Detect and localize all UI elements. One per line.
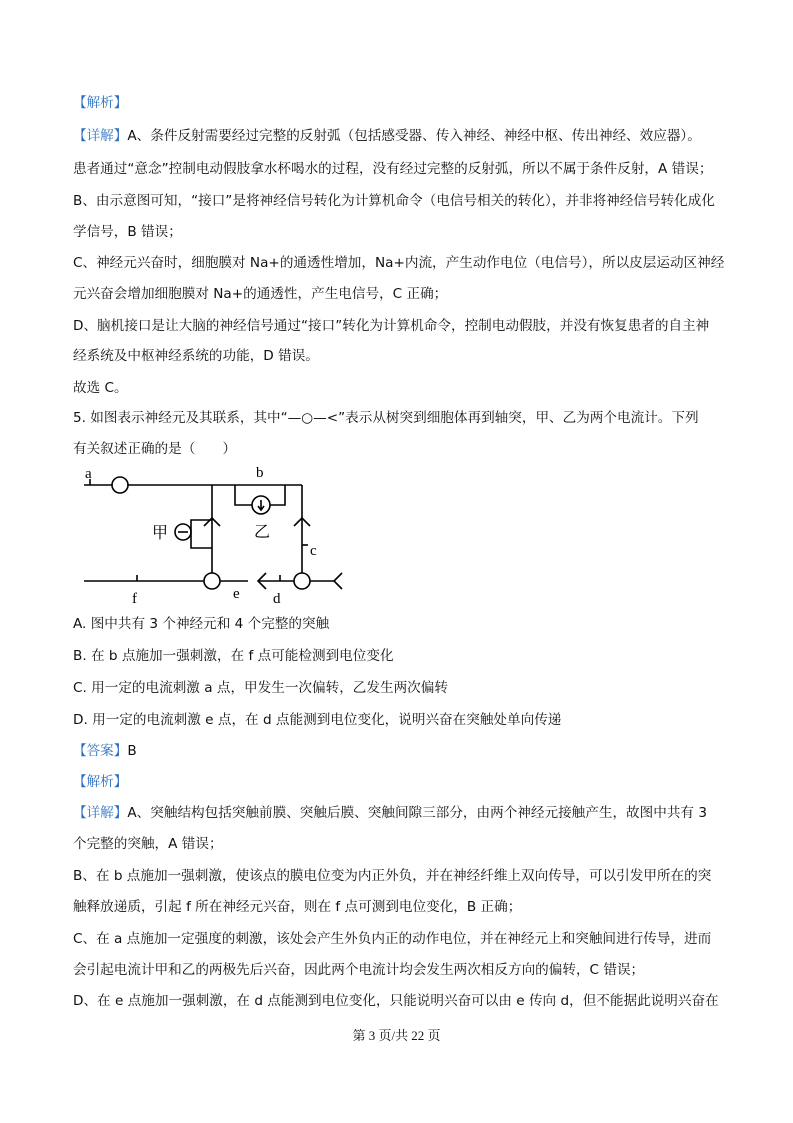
label-d: d	[273, 591, 281, 607]
explanation-line-4: 触释放递质，引起 f 所在神经元兴奋，则在 f 点可测到电位变化，B 正确；	[73, 899, 522, 915]
question-5-stem-1: 5. 如图表示神经元及其联系，其中“—○—<”表示从树突到细胞体再到轴突，甲、乙为两个电流计。下列	[73, 410, 699, 426]
label-yi: 乙	[254, 524, 271, 541]
explanation-line-2: 个完整的突触，A 错误；	[73, 836, 223, 852]
label-jia: 甲	[152, 525, 169, 542]
prev-detail-line-6: 元兴奋会增加细胞膜对 Na+的通透性，产生电信号，C 正确；	[73, 286, 448, 302]
detail-tag: 【详解】	[73, 128, 128, 144]
prev-detail-line-4: 学信号，B 错误；	[73, 224, 182, 240]
neuron2-cell-body	[204, 573, 220, 589]
galvanometer-jia-wire-bottom	[191, 532, 212, 548]
label-f: f	[132, 591, 137, 607]
label-a: a	[85, 466, 92, 482]
analysis-tag: 【解析】	[73, 95, 128, 111]
question-5-stem-2: 有关叙述正确的是（ ）	[73, 441, 237, 457]
neuron-diagram	[70, 460, 360, 610]
label-b: b	[256, 465, 264, 481]
prev-detail-line-7: D、脑机接口是让大脑的神经信号通过“接口”转化为计算机命令，控制电动假肢，并没有恢复患者的自主神	[73, 318, 710, 334]
explanation-line-1: 【详解】A、突触结构包括突触前膜、突触后膜、突触间隙三部分，由两个神经元接触产生，故图中共有 3	[73, 805, 707, 821]
explanation-line-7: D、在 e 点施加一强刺激，在 d 点能测到电位变化，只能说明兴奋可以由 e 传向 d，但不能据此说明兴奋在	[73, 993, 719, 1009]
option-d: D. 用一定的电流刺激 e 点，在 d 点能测到电位变化，说明兴奋在突触处单向传递	[73, 712, 562, 728]
option-a: A. 图中共有 3 个神经元和 4 个完整的突触	[73, 616, 330, 632]
neuron1-cell-body	[112, 477, 128, 493]
answer-tag: 【答案】	[73, 743, 128, 759]
option-c: C. 用一定的电流刺激 a 点，甲发生一次偏转，乙发生两次偏转	[73, 680, 448, 696]
galvanometer-yi-wire-left	[235, 485, 252, 505]
label-e: e	[233, 586, 240, 602]
explanation-line-6: 会引起电流计甲和乙的两极先后兴奋，因此两个电流计均会发生两次相反方向的偏转，C 错误；	[73, 962, 645, 978]
analysis-tag-2: 【解析】	[73, 774, 128, 790]
galvanometer-yi-wire-right	[270, 485, 285, 505]
prev-detail-line-3: B、由示意图可知，“接口”是将神经信号转化为计算机命令（电信号相关的转化），并非将神经信号转化成化	[73, 193, 715, 209]
prev-conclusion: 故选 C。	[73, 380, 128, 396]
detail-tag-2: 【详解】	[73, 805, 128, 821]
option-b: B. 在 b 点施加一强刺激，在 f 点可能检测到电位变化	[73, 648, 394, 664]
answer-line	[73, 741, 137, 761]
label-c: c	[310, 543, 317, 559]
prev-detail-line-1: 【详解】A、条件反射需要经过完整的反射弧（包括感受器、传入神经、神经中枢、传出神经、效应器）。	[73, 128, 701, 144]
prev-detail-line-8: 经系统及中枢神经系统的功能，D 错误。	[73, 348, 319, 364]
answer-value: B	[127, 743, 137, 759]
prev-detail-line-2: 患者通过“意念”控制电动假肢拿水杯喝水的过程，没有经过完整的反射弧，所以不属于条件反射，A 错误；	[73, 161, 713, 177]
prev-detail-line-5: C、神经元兴奋时，细胞膜对 Na+的通透性增加，Na+内流，产生动作电位（电信号），所以皮层运动区神经	[73, 255, 725, 271]
synapse-bottom-2	[334, 573, 342, 589]
neuron3-cell-body	[294, 573, 310, 589]
explanation-line-5: C、在 a 点施加一定强度的刺激，该处会产生外负内正的动作电位，并在神经元上和突触间进行传导，进而	[73, 931, 712, 947]
page-footer: 第 3 页/共 22 页	[352, 1028, 441, 1043]
explanation-line-3: B、在 b 点施加一强刺激，使该点的膜电位变为内正外负，并在神经纤维上双向传导，可以引发甲所在的突	[73, 868, 712, 884]
